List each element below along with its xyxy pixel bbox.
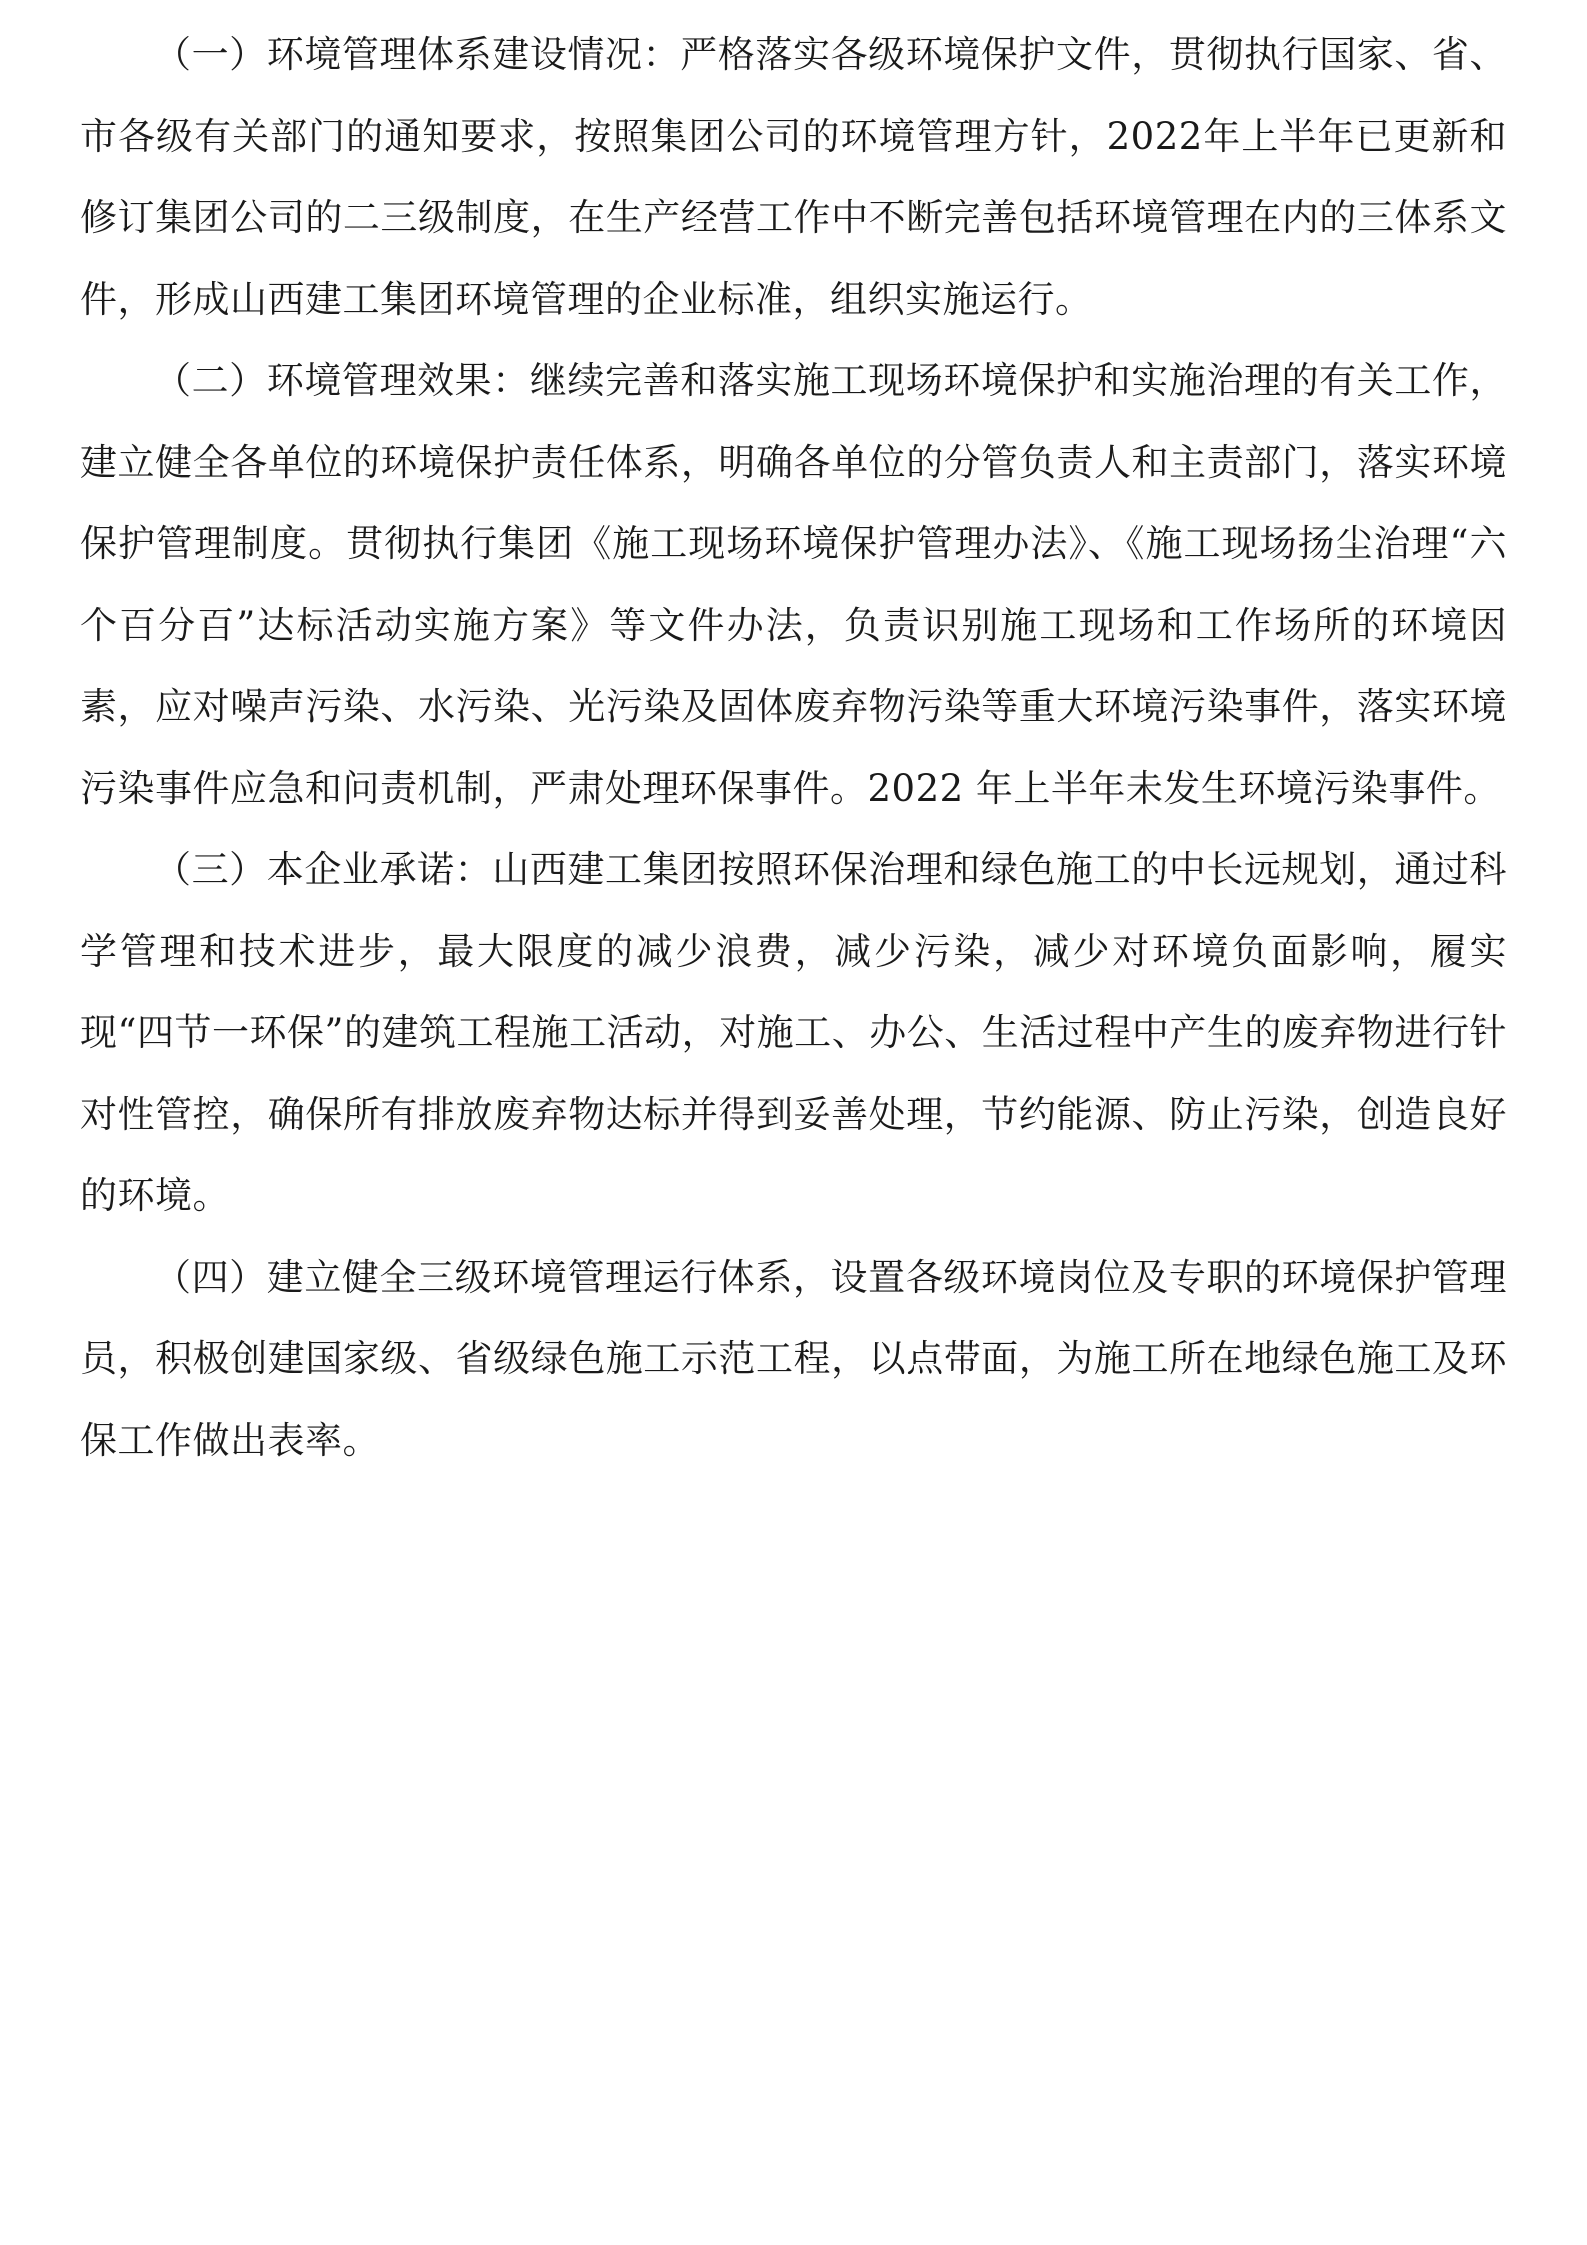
document-body [80,14,1507,1481]
paragraph-management-structure: （四）建立健全三级环境管理运行体系，设置各级环境岗位及专职的环境保护管理员，积极创建国家级、省级绿色施工示范工程，以点带面，为施工所在地绿色施工及环保工作做出表率。 [80,1255,1507,1462]
paragraph-environment-system: （一）环境管理体系建设情况：严格落实各级环境保护文件，贯彻执行国家、省、市各级有关部门的通知要求，按照集团公司的环境管理方针，2022年上半年已更新和修订集团公司的二三级制度，在生产经营工作中不断完善包括环境管理在内的三体系文件，形成山西建工集团环境管理的企业标准，组织实施运行。 [80,33,1507,321]
paragraph-environment-effect: （二）环境管理效果：继续完善和落实施工现场环境保护和实施治理的有关工作，建立健全各单位的环境保护责任体系，明确各单位的分管负责人和主责部门，落实环境保护管理制度。贯彻执行集团《施工现场环境保护管理办法》、《施工现场扬尘治理“六个百分百”达标活动实施方案》等文件办法，负责识别施工现场和工作场所的环境因素，应对噪声污染、水污染、光污染及固体废弃物污染等重大环境污染事件，落实环境污染事件应急和问责机制，严肃处理环保事件。2022 年上半年未发生环境污染事件。 [80,359,1507,810]
paragraph-enterprise-commitment: （三）本企业承诺：山西建工集团按照环保治理和绿色施工的中长远规划，通过科学管理和技术进步，最大限度的减少浪费，减少污染，减少对环境负面影响，履实现“四节一环保”的建筑工程施工活动，对施工、办公、生活过程中产生的废弃物进行针对性管控，确保所有排放废弃物达标并得到妥善处理，节约能源、防止污染，创造良好的环境。 [80,848,1507,1217]
